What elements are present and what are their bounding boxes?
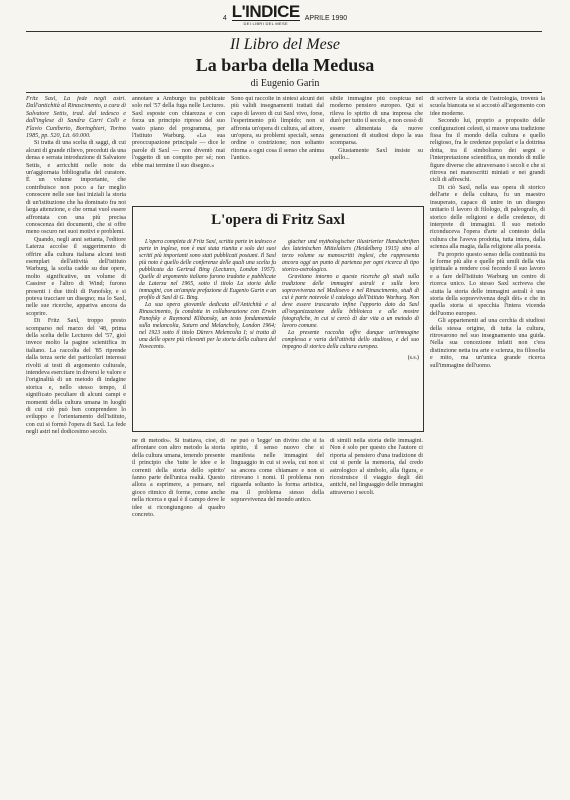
box-signature: (s.s.)	[407, 355, 419, 361]
box-column-left	[139, 239, 276, 427]
paragraph: Di ciò Saxl, nella sua opera di storico dell'arte e della cultura, fu un maestro insuperato, capace di unire in un disegno unitario il lavoro di filologo, di paleografo, di storico delle religioni e delle credenze, di interprete di immagini. Il suo metodo riconduceva l'opera d'arte al contesto della cultura che l'aveva prodotta, tutta intera, dalla scienza alla magia, dalla religione alla poesia.	[430, 184, 545, 251]
paragraph: sibile immagine più cospicua nel moderno pensiero europeo. Qui si rileva lo spirito di una impresa che durò per tutto il secolo, e non cessò di essere alimentata da nuove generazioni di studiosi dopo la sua scomparsa.	[330, 96, 423, 147]
paragraph: ne di metodo». Si trattava, cioè, di affrontare con altro metodo la storia della cultura umana, tenendo presente il principio che 'tutte le idee e le correnti della storia dello spirito' fanno parte dell'unica realtà. Questo allora a esprimere, a pensare, nel gioco ritmico di forme, come anche nella ricerca e qual è il campo dove le idee si ricongiungono al quadro concreto.	[132, 438, 225, 519]
paragraph: Sono qui raccolte in sintesi alcuni dei più validi insegnamenti trattati dal capo di lavoro di cui Saxl vivo, forse, l'esperimento più limpido; non si affronta un'opera di cultura, ad attore, un'opera, su problemi speciali, senza ordine o costrizione; non soltanto ritorna a ogni cosa il senso che anima l'antico.	[231, 96, 324, 162]
paragraph: dì scrivere la storia de l'astrologia, troverà la scuola biancata se si accostò all'argomento con idee moderne.	[430, 96, 545, 117]
column-2-top	[132, 96, 225, 204]
column-2-bottom	[132, 438, 225, 776]
logo-subtitle: DEI LIBRI DEL MESE	[243, 21, 288, 26]
column-4-bottom	[330, 438, 423, 776]
paragraph: giacher und mythologischer illustrierter Handschriften des lateinischen Mittelalters (Heidelberg 1915) sino al terzo volume su manoscritti inglesi, che rappresenta ancora oggi un punto di partenza per ogni ricerca di tipo storico-astrologico.	[282, 239, 419, 273]
headline: La barba della Medusa	[195, 55, 375, 75]
issue-date: APRILE 1990	[304, 15, 348, 22]
paragraph: Giustamente Saxl insiste su quello...	[330, 147, 423, 162]
logo	[232, 3, 300, 26]
paragraph: Secondo lui, proprio a proposito delle configurazioni celesti, si muove una tradizione fissa fra il mondo della cultura e quello religioso, fra le credenze popolari e la dottrina dotta, tra il simbolismo dei segni e l'interpretazione scientifica, un mondo di mille figure diverse che attraversano i secoli e che si ritrova nei manoscritti miniati e nei grandi cicli di affreschi.	[430, 118, 545, 184]
paragraph: ne può o 'legge' un divino che si fa spirito, il senso nuovo che si manifesta nelle immagini del linguaggio in cui si svela, cui non si sa ancora come chiamare e non si ritrovano i nomi. Il problema non riguarda soltanto la forma artistica, ma il problema stesso della sopravvivenza del mondo antico.	[231, 438, 324, 504]
paragraph: di simili nella storia delle immagini. Non è solo per questo che l'autore ci riporta al pensiero d'una tradizione di cui si perde la memoria, dal credo astrologico al simbolo, alla figura, e ricostruisce il viaggio degli dèi antichi, nel linguaggio delle immagini attraverso i secoli.	[330, 438, 423, 496]
paragraph: Gravitano intorno a queste ricerche gli studi sulla tradizione delle immagini astrali e sulla loro sopravvivenza nel Medioevo e nel Rinascimento, studi di cui è parte notevole il catalogo dell'Istituto Warburg. Non deve essere trascurato infine l'apporto dato da Saxl all'organizzazione della biblioteca e alle mostre fotografiche, in cui si cercò di dar vita a un metodo di lavoro comune.	[282, 274, 419, 329]
column-4-top	[330, 96, 423, 204]
paragraph: annotare a Amburgo tra pubblicate solo nel '57 della fuga nelle Lectures. Saxl esposte con chiarezza e con forza un principio ripreso del suo vasto piano del programma, per l'Istituto Warburg. «La sua preoccupazione principale — dice le parole di Saxl — non diventò mai l'oggetto di un compito per sé; non ebbe mai termine il suo disegno.»	[132, 96, 225, 169]
page-number: 4	[222, 15, 227, 22]
paragraph: Di Fritz Saxl, troppo presto scomparso nel marzo del '48, prima della scelta delle Lectures del '57, gioì invece molto la pagine scientifica in italiano. La raccolta del '85 riprende dalla terza serie dei particolari interessi rivolti ai testi di argomento culturale, intendeva esercitare in diversi le valore e l'originalità di un metodo di indagine storica e, nello stesso tempo, il significato peculiare di alcuni campi e momenti della cultura umana in luoghi di cui ciò può ben comprendere lo sviluppo e l'orientamento dell'istituto, con cui si formò l'opera di Saxl. La fede negli astri nel dodicesimo secolo.	[26, 318, 126, 436]
logo-text: L'INDICE	[231, 2, 300, 21]
paragraph: Quando, negli anni settanta, l'editore Laterza accolse il suggerimento di offrire alla cultura italiana alcuni testi esemplari dell'attività dell'istituto Warburg, la scelta cadde su due opere, molto significative, un volume di Cassirer e l'altro di Wind; furono presenti i due titoli di Panofsky, e si poteva tracciare un disegno; ma lo Saxl, nelle sue ricerche, appariva ancora da scoprire.	[26, 236, 126, 317]
paragraph: L'opera completa di Fritz Saxl, scritta parte in tedesco e parte in inglese, non è mai stata riunita e solo dei suoi scritti più importanti sono stati pubblicati postumi. Il Saxl più noto è quello delle conferenze delle quali una scelta fu pubblicata da Gertrud Bing (Lectures, London 1957). Quelle di argomento italiano furono tradotte e pubblicate da Laterza nel 1965, sotto il titolo La storia delle immagini, con un'ampia prefazione di Eugenio Garin e un profilo di Saxl di G. Bing.	[139, 239, 276, 301]
box-column-right	[282, 239, 419, 427]
sidebar-box	[132, 206, 424, 432]
headline-rule	[26, 92, 542, 93]
masthead	[190, 0, 380, 26]
column-3-bottom	[231, 438, 324, 776]
paragraph: Si tratta di una scelta di saggi, di cui alcuni di grande rilievo, preceduti da una densa e serrata introduzione di Salvatore Settis, e arricchiti nelle note da un'aggiornata bibliografia del curatore. È un volume importante, che contribuisce non poco a far meglio conoscere nelle sue fasi iniziali la storia di un'istituzione che ha dominato fra noi larga attenzione, e che ormai vuol essere affrontata con una più precisa conoscenza dei documenti, che si offre meno oscuro nei suoi motivi e problemi.	[26, 140, 126, 236]
section-title: Il Libro del Mese	[229, 36, 341, 53]
paragraph: La presente raccolta offre dunque un'immagine complessa e varia dell'attività dello studioso, e del suo impegno di storico della cultura europea.	[282, 330, 419, 350]
column-5	[430, 96, 545, 776]
bibliographic-entry: Fritz Saxl, La fede negli astri. Dall'antichità al Rinascimento, a cura di Salvatore Settis, trad. dal tedesco e dall'inglese di Sandra Carri Colli e Flavio Cuniberto, Boringhieri, Torino 1985, pp. 520, Lit. 60.000.	[26, 96, 126, 140]
paragraph: Fu proprio questo senso della continuità tra le forme più alte e quelle più umili della vita spirituale a rendere così fecondo il suo lavoro e a fare dell'Istituto Warburg un centro di ricerca unico. Lo stesso Saxl scriveva che «tutta la storia delle immagini astrali è una storia della sopravvivenza degli dèi» e che in quella storia si specchia l'intera vicenda dell'uomo europeo.	[430, 251, 545, 317]
top-rule	[26, 31, 542, 32]
column-1	[26, 96, 126, 776]
paragraph: La sua opera giovanile dedicata all'Antichità e al Rinascimento, fu condotta in collaborazione con Erwin Panofsky e Raymond Klibansky, un testo fondamentale sulla melancolia, Saturn and Melancholy, London 1964; nel 1923 sotto il titolo Dürers Melencolia I; si tratta di una delle opere più rilevanti per la storia della cultura del Novecento.	[139, 302, 276, 350]
column-3-top	[231, 96, 324, 204]
box-title: L'opera di Fritz Saxl	[211, 212, 345, 228]
paragraph: Gli appartenenti ad una cerchia di studiosi della stessa origine, di tutta la cultura, ritrovarono nel suo insegnamento una guida. Nella sua concezione infatti non c'era distinzione netta tra arte e scienza, tra filosofia e mito, ma un'unica grande ricerca sull'immagine dell'uomo.	[430, 318, 545, 369]
byline: di Eugenio Garin	[250, 78, 320, 89]
